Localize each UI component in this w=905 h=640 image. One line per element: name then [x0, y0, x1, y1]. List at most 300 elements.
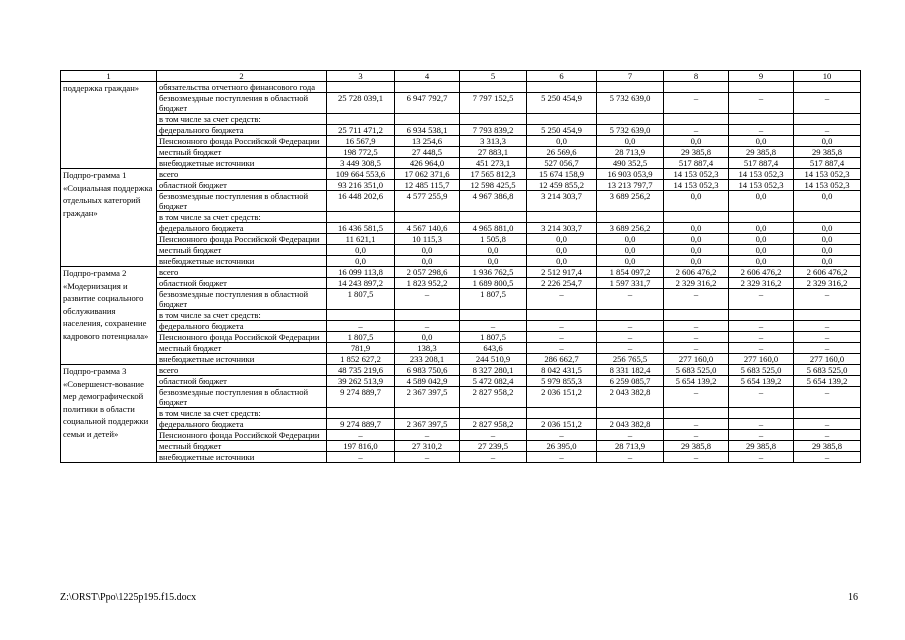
- amount-cell: 517 887,4: [729, 158, 794, 169]
- amount-cell: 6 259 085,7: [597, 376, 664, 387]
- table-row: [61, 256, 861, 267]
- amount-cell: –: [597, 452, 664, 463]
- amount-cell: [460, 408, 527, 419]
- amount-cell: 2 606 476,2: [664, 267, 729, 278]
- amount-cell: –: [729, 332, 794, 343]
- amount-cell: 527 056,7: [527, 158, 597, 169]
- amount-cell: 517 887,4: [794, 158, 861, 169]
- amount-cell: –: [729, 321, 794, 332]
- amount-cell: 13 213 797,7: [597, 180, 664, 191]
- funding-source-cell: в том числе за счет средств:: [157, 408, 327, 419]
- amount-cell: 10 115,3: [395, 234, 460, 245]
- amount-cell: 0,0: [395, 332, 460, 343]
- amount-cell: [794, 310, 861, 321]
- amount-cell: 29 385,8: [664, 441, 729, 452]
- table-row: [61, 125, 861, 136]
- program-name-cell: Подпро-грамма 2 «Модернизация и развитие социального обслуживания населения, сохранение кадрового потенциала»: [61, 267, 157, 365]
- amount-cell: 14 153 052,3: [794, 169, 861, 180]
- amount-cell: 0,0: [460, 245, 527, 256]
- amount-cell: [729, 310, 794, 321]
- amount-cell: –: [527, 430, 597, 441]
- amount-cell: –: [597, 430, 664, 441]
- table-row: [61, 93, 861, 114]
- funding-source-cell: в том числе за счет средств:: [157, 310, 327, 321]
- table-row: [61, 267, 861, 278]
- amount-cell: 426 964,0: [395, 158, 460, 169]
- amount-cell: 1 689 800,5: [460, 278, 527, 289]
- amount-cell: 0,0: [664, 136, 729, 147]
- amount-cell: 0,0: [527, 245, 597, 256]
- amount-cell: 2 057 298,6: [395, 267, 460, 278]
- amount-cell: 5 250 454,9: [527, 93, 597, 114]
- amount-cell: 12 598 425,5: [460, 180, 527, 191]
- amount-cell: 0,0: [597, 245, 664, 256]
- funding-source-cell: федерального бюджета: [157, 321, 327, 332]
- amount-cell: 1 823 952,2: [395, 278, 460, 289]
- funding-source-cell: местный бюджет: [157, 147, 327, 158]
- table-row: [61, 321, 861, 332]
- funding-source-cell: Пенсионного фонда Российской Федерации: [157, 332, 327, 343]
- table-row: [61, 278, 861, 289]
- amount-cell: –: [794, 430, 861, 441]
- table-row: [61, 365, 861, 376]
- funding-source-cell: внебюджетные источники: [157, 354, 327, 365]
- table-row: [61, 387, 861, 408]
- column-number-header: 10: [794, 71, 861, 82]
- amount-cell: 0,0: [729, 191, 794, 212]
- amount-cell: 138,3: [395, 343, 460, 354]
- amount-cell: –: [794, 387, 861, 408]
- amount-cell: 0,0: [794, 245, 861, 256]
- amount-cell: 2 036 151,2: [527, 419, 597, 430]
- amount-cell: 0,0: [794, 234, 861, 245]
- amount-cell: 451 273,1: [460, 158, 527, 169]
- amount-cell: 5 732 639,0: [597, 125, 664, 136]
- amount-cell: 16 099 113,8: [327, 267, 395, 278]
- amount-cell: 7 797 152,5: [460, 93, 527, 114]
- amount-cell: 14 153 052,3: [664, 169, 729, 180]
- table-row: [61, 376, 861, 387]
- amount-cell: –: [794, 93, 861, 114]
- amount-cell: 286 662,7: [527, 354, 597, 365]
- amount-cell: [794, 212, 861, 223]
- amount-cell: –: [664, 289, 729, 310]
- funding-source-cell: областной бюджет: [157, 180, 327, 191]
- funding-source-cell: в том числе за счет средств:: [157, 114, 327, 125]
- amount-cell: 0,0: [794, 191, 861, 212]
- table-row: [61, 158, 861, 169]
- amount-cell: –: [729, 343, 794, 354]
- amount-cell: –: [527, 332, 597, 343]
- amount-cell: 198 772,5: [327, 147, 395, 158]
- amount-cell: 14 243 897,2: [327, 278, 395, 289]
- amount-cell: 0,0: [527, 234, 597, 245]
- amount-cell: –: [794, 419, 861, 430]
- footer-file-path: Z:\ORST\Ppo\1225p195.f15.docx: [60, 592, 197, 603]
- amount-cell: 16 436 581,5: [327, 223, 395, 234]
- amount-cell: –: [597, 343, 664, 354]
- table-row: [61, 354, 861, 365]
- amount-cell: 16 903 053,9: [597, 169, 664, 180]
- amount-cell: 0,0: [327, 245, 395, 256]
- table-row: [61, 212, 861, 223]
- amount-cell: 1 597 331,7: [597, 278, 664, 289]
- column-number-header: 6: [527, 71, 597, 82]
- amount-cell: –: [729, 430, 794, 441]
- amount-cell: 781,9: [327, 343, 395, 354]
- amount-cell: 12 459 855,2: [527, 180, 597, 191]
- amount-cell: 15 674 158,9: [527, 169, 597, 180]
- amount-cell: 4 577 255,9: [395, 191, 460, 212]
- amount-cell: 6 983 750,6: [395, 365, 460, 376]
- funding-source-cell: безвозмездные поступления в областной бюджет: [157, 191, 327, 212]
- header-row: [61, 71, 861, 82]
- amount-cell: 0,0: [527, 256, 597, 267]
- amount-cell: 0,0: [527, 136, 597, 147]
- amount-cell: 6 947 792,7: [395, 93, 460, 114]
- column-number-header: 7: [597, 71, 664, 82]
- amount-cell: 93 216 351,0: [327, 180, 395, 191]
- amount-cell: 14 153 052,3: [729, 180, 794, 191]
- amount-cell: –: [395, 321, 460, 332]
- amount-cell: 16 567,9: [327, 136, 395, 147]
- funding-source-cell: местный бюджет: [157, 245, 327, 256]
- amount-cell: 109 664 553,6: [327, 169, 395, 180]
- amount-cell: 277 160,0: [664, 354, 729, 365]
- amount-cell: 0,0: [664, 191, 729, 212]
- amount-cell: 48 735 219,6: [327, 365, 395, 376]
- amount-cell: 256 765,5: [597, 354, 664, 365]
- amount-cell: [327, 82, 395, 93]
- amount-cell: 5 250 454,9: [527, 125, 597, 136]
- amount-cell: –: [327, 452, 395, 463]
- amount-cell: 0,0: [664, 223, 729, 234]
- funding-source-cell: местный бюджет: [157, 441, 327, 452]
- table-row: [61, 147, 861, 158]
- amount-cell: 8 042 431,5: [527, 365, 597, 376]
- amount-cell: 25 711 471,2: [327, 125, 395, 136]
- amount-cell: –: [597, 289, 664, 310]
- amount-cell: 2 827 958,2: [460, 419, 527, 430]
- amount-cell: 5 979 855,3: [527, 376, 597, 387]
- amount-cell: 4 589 042,9: [395, 376, 460, 387]
- amount-cell: –: [460, 452, 527, 463]
- program-name-cell: Подпро-грамма 1 «Социальная поддержка отдельных категорий граждан»: [61, 169, 157, 267]
- page-number: 16: [848, 592, 858, 603]
- amount-cell: 3 214 303,7: [527, 223, 597, 234]
- amount-cell: 0,0: [395, 245, 460, 256]
- amount-cell: –: [729, 125, 794, 136]
- amount-cell: 2 329 316,2: [664, 278, 729, 289]
- amount-cell: [729, 82, 794, 93]
- amount-cell: 7 793 839,2: [460, 125, 527, 136]
- amount-cell: 0,0: [597, 256, 664, 267]
- funding-source-cell: безвозмездные поступления в областной бюджет: [157, 387, 327, 408]
- amount-cell: –: [664, 332, 729, 343]
- amount-cell: 17 565 812,3: [460, 169, 527, 180]
- amount-cell: [597, 408, 664, 419]
- table-row: [61, 223, 861, 234]
- amount-cell: 39 262 513,9: [327, 376, 395, 387]
- table-row: [61, 180, 861, 191]
- amount-cell: 1 854 097,2: [597, 267, 664, 278]
- funding-source-cell: федерального бюджета: [157, 223, 327, 234]
- amount-cell: 0,0: [794, 136, 861, 147]
- amount-cell: 14 153 052,3: [729, 169, 794, 180]
- funding-source-cell: внебюджетные источники: [157, 256, 327, 267]
- funding-source-cell: внебюджетные источники: [157, 158, 327, 169]
- column-number-header: 5: [460, 71, 527, 82]
- amount-cell: [527, 82, 597, 93]
- amount-cell: –: [664, 387, 729, 408]
- amount-cell: [527, 310, 597, 321]
- table-row: [61, 82, 861, 93]
- amount-cell: 0,0: [664, 256, 729, 267]
- amount-cell: [460, 114, 527, 125]
- funding-source-cell: областной бюджет: [157, 376, 327, 387]
- amount-cell: 4 967 386,8: [460, 191, 527, 212]
- amount-cell: –: [527, 321, 597, 332]
- amount-cell: 1 852 627,2: [327, 354, 395, 365]
- amount-cell: 16 448 202,6: [327, 191, 395, 212]
- amount-cell: [460, 310, 527, 321]
- amount-cell: 0,0: [729, 223, 794, 234]
- column-number-header: 2: [157, 71, 327, 82]
- amount-cell: 26 395,0: [527, 441, 597, 452]
- table-row: [61, 191, 861, 212]
- amount-cell: [460, 212, 527, 223]
- funding-source-cell: Пенсионного фонда Российской Федерации: [157, 234, 327, 245]
- table-row: [61, 234, 861, 245]
- amount-cell: 28 713,9: [597, 147, 664, 158]
- amount-cell: [597, 310, 664, 321]
- amount-cell: [729, 114, 794, 125]
- amount-cell: 0,0: [597, 234, 664, 245]
- amount-cell: –: [327, 321, 395, 332]
- funding-source-cell: федерального бюджета: [157, 419, 327, 430]
- column-number-header: 3: [327, 71, 395, 82]
- amount-cell: 2 329 316,2: [794, 278, 861, 289]
- amount-cell: 17 062 371,6: [395, 169, 460, 180]
- table-row: [61, 343, 861, 354]
- amount-cell: –: [729, 93, 794, 114]
- amount-cell: 27 448,5: [395, 147, 460, 158]
- amount-cell: [664, 212, 729, 223]
- amount-cell: 5 683 525,0: [729, 365, 794, 376]
- amount-cell: 5 683 525,0: [664, 365, 729, 376]
- amount-cell: 0,0: [729, 245, 794, 256]
- amount-cell: –: [794, 332, 861, 343]
- amount-cell: 12 485 115,7: [395, 180, 460, 191]
- amount-cell: [794, 82, 861, 93]
- amount-cell: [395, 82, 460, 93]
- table-row: [61, 452, 861, 463]
- amount-cell: [597, 82, 664, 93]
- amount-cell: –: [395, 289, 460, 310]
- amount-cell: 0,0: [729, 256, 794, 267]
- amount-cell: 5 472 082,4: [460, 376, 527, 387]
- table-row: [61, 136, 861, 147]
- amount-cell: 0,0: [664, 234, 729, 245]
- amount-cell: 0,0: [729, 136, 794, 147]
- column-number-header: 1: [61, 71, 157, 82]
- amount-cell: 29 385,8: [794, 147, 861, 158]
- amount-cell: –: [794, 343, 861, 354]
- amount-cell: 2 367 397,5: [395, 419, 460, 430]
- funding-source-cell: областной бюджет: [157, 278, 327, 289]
- program-name-cell: поддержка граждан»: [61, 82, 157, 169]
- table-row: [61, 289, 861, 310]
- amount-cell: 0,0: [794, 223, 861, 234]
- amount-cell: 29 385,8: [729, 147, 794, 158]
- amount-cell: 27 883,1: [460, 147, 527, 158]
- amount-cell: [664, 82, 729, 93]
- amount-cell: 1 936 762,5: [460, 267, 527, 278]
- amount-cell: [327, 408, 395, 419]
- table-row: [61, 419, 861, 430]
- amount-cell: 3 313,3: [460, 136, 527, 147]
- amount-cell: –: [794, 289, 861, 310]
- program-name-cell: Подпро-грамма 3 «Совершенст-вование мер демографической политики в области социальной поддержки семьи и детей»: [61, 365, 157, 463]
- amount-cell: [395, 114, 460, 125]
- amount-cell: 27 239,5: [460, 441, 527, 452]
- amount-cell: 1 505,8: [460, 234, 527, 245]
- amount-cell: 25 728 039,1: [327, 93, 395, 114]
- amount-cell: [794, 408, 861, 419]
- amount-cell: [395, 212, 460, 223]
- amount-cell: [527, 408, 597, 419]
- amount-cell: 4 567 140,6: [395, 223, 460, 234]
- amount-cell: 1 807,5: [327, 289, 395, 310]
- amount-cell: 14 153 052,3: [794, 180, 861, 191]
- funding-source-cell: всего: [157, 267, 327, 278]
- amount-cell: 11 621,1: [327, 234, 395, 245]
- table-row: [61, 408, 861, 419]
- amount-cell: 26 569,6: [527, 147, 597, 158]
- amount-cell: –: [597, 321, 664, 332]
- amount-cell: 14 153 052,3: [664, 180, 729, 191]
- funding-source-cell: обязательства отчетного финансового года: [157, 82, 327, 93]
- amount-cell: 2 043 382,8: [597, 387, 664, 408]
- amount-cell: 3 449 308,5: [327, 158, 395, 169]
- column-number-header: 9: [729, 71, 794, 82]
- table-row: [61, 430, 861, 441]
- amount-cell: –: [664, 125, 729, 136]
- column-number-header: 4: [395, 71, 460, 82]
- amount-cell: 29 385,8: [664, 147, 729, 158]
- funding-source-cell: Пенсионного фонда Российской Федерации: [157, 430, 327, 441]
- amount-cell: –: [794, 452, 861, 463]
- table-row: [61, 310, 861, 321]
- amount-cell: 6 934 538,1: [395, 125, 460, 136]
- amount-cell: 9 274 889,7: [327, 387, 395, 408]
- amount-cell: 28 713,9: [597, 441, 664, 452]
- funding-source-cell: всего: [157, 169, 327, 180]
- amount-cell: [729, 408, 794, 419]
- amount-cell: –: [664, 419, 729, 430]
- table-row: [61, 114, 861, 125]
- amount-cell: –: [460, 321, 527, 332]
- amount-cell: 0,0: [395, 256, 460, 267]
- amount-cell: [395, 408, 460, 419]
- amount-cell: 0,0: [664, 245, 729, 256]
- amount-cell: [460, 82, 527, 93]
- amount-cell: 197 816,0: [327, 441, 395, 452]
- amount-cell: [664, 408, 729, 419]
- amount-cell: 29 385,8: [729, 441, 794, 452]
- amount-cell: 5 654 139,2: [794, 376, 861, 387]
- amount-cell: [395, 310, 460, 321]
- amount-cell: [597, 114, 664, 125]
- amount-cell: –: [395, 430, 460, 441]
- amount-cell: 4 965 881,0: [460, 223, 527, 234]
- funding-source-cell: Пенсионного фонда Российской Федерации: [157, 136, 327, 147]
- amount-cell: [664, 310, 729, 321]
- amount-cell: –: [664, 430, 729, 441]
- amount-cell: 517 887,4: [664, 158, 729, 169]
- amount-cell: –: [794, 321, 861, 332]
- amount-cell: [327, 114, 395, 125]
- amount-cell: –: [794, 125, 861, 136]
- amount-cell: 27 310,2: [395, 441, 460, 452]
- amount-cell: –: [327, 430, 395, 441]
- amount-cell: 29 385,8: [794, 441, 861, 452]
- amount-cell: 3 214 303,7: [527, 191, 597, 212]
- amount-cell: 233 208,1: [395, 354, 460, 365]
- amount-cell: 8 331 182,4: [597, 365, 664, 376]
- amount-cell: –: [664, 343, 729, 354]
- amount-cell: 2 606 476,2: [794, 267, 861, 278]
- funding-source-cell: федерального бюджета: [157, 125, 327, 136]
- amount-cell: [794, 114, 861, 125]
- amount-cell: –: [395, 452, 460, 463]
- amount-cell: 2 036 151,2: [527, 387, 597, 408]
- amount-cell: 3 689 256,2: [597, 191, 664, 212]
- funding-source-cell: внебюджетные источники: [157, 452, 327, 463]
- amount-cell: 5 732 639,0: [597, 93, 664, 114]
- funding-source-cell: в том числе за счет средств:: [157, 212, 327, 223]
- amount-cell: 643,6: [460, 343, 527, 354]
- amount-cell: –: [527, 452, 597, 463]
- table-row: [61, 169, 861, 180]
- amount-cell: 0,0: [460, 256, 527, 267]
- column-number-header: 8: [664, 71, 729, 82]
- amount-cell: 0,0: [597, 136, 664, 147]
- amount-cell: 2 043 382,8: [597, 419, 664, 430]
- amount-cell: –: [664, 321, 729, 332]
- amount-cell: 0,0: [729, 234, 794, 245]
- amount-cell: –: [597, 332, 664, 343]
- amount-cell: –: [729, 419, 794, 430]
- amount-cell: [327, 310, 395, 321]
- amount-cell: 2 827 958,2: [460, 387, 527, 408]
- amount-cell: 13 254,6: [395, 136, 460, 147]
- amount-cell: [527, 212, 597, 223]
- amount-cell: [729, 212, 794, 223]
- amount-cell: –: [729, 387, 794, 408]
- amount-cell: [327, 212, 395, 223]
- funding-source-cell: безвозмездные поступления в областной бюджет: [157, 93, 327, 114]
- amount-cell: 5 654 139,2: [664, 376, 729, 387]
- table-row: [61, 332, 861, 343]
- amount-cell: 5 654 139,2: [729, 376, 794, 387]
- table-row: [61, 441, 861, 452]
- amount-cell: 1 807,5: [460, 332, 527, 343]
- amount-cell: 1 807,5: [327, 332, 395, 343]
- amount-cell: –: [664, 452, 729, 463]
- amount-cell: 2 367 397,5: [395, 387, 460, 408]
- amount-cell: [597, 212, 664, 223]
